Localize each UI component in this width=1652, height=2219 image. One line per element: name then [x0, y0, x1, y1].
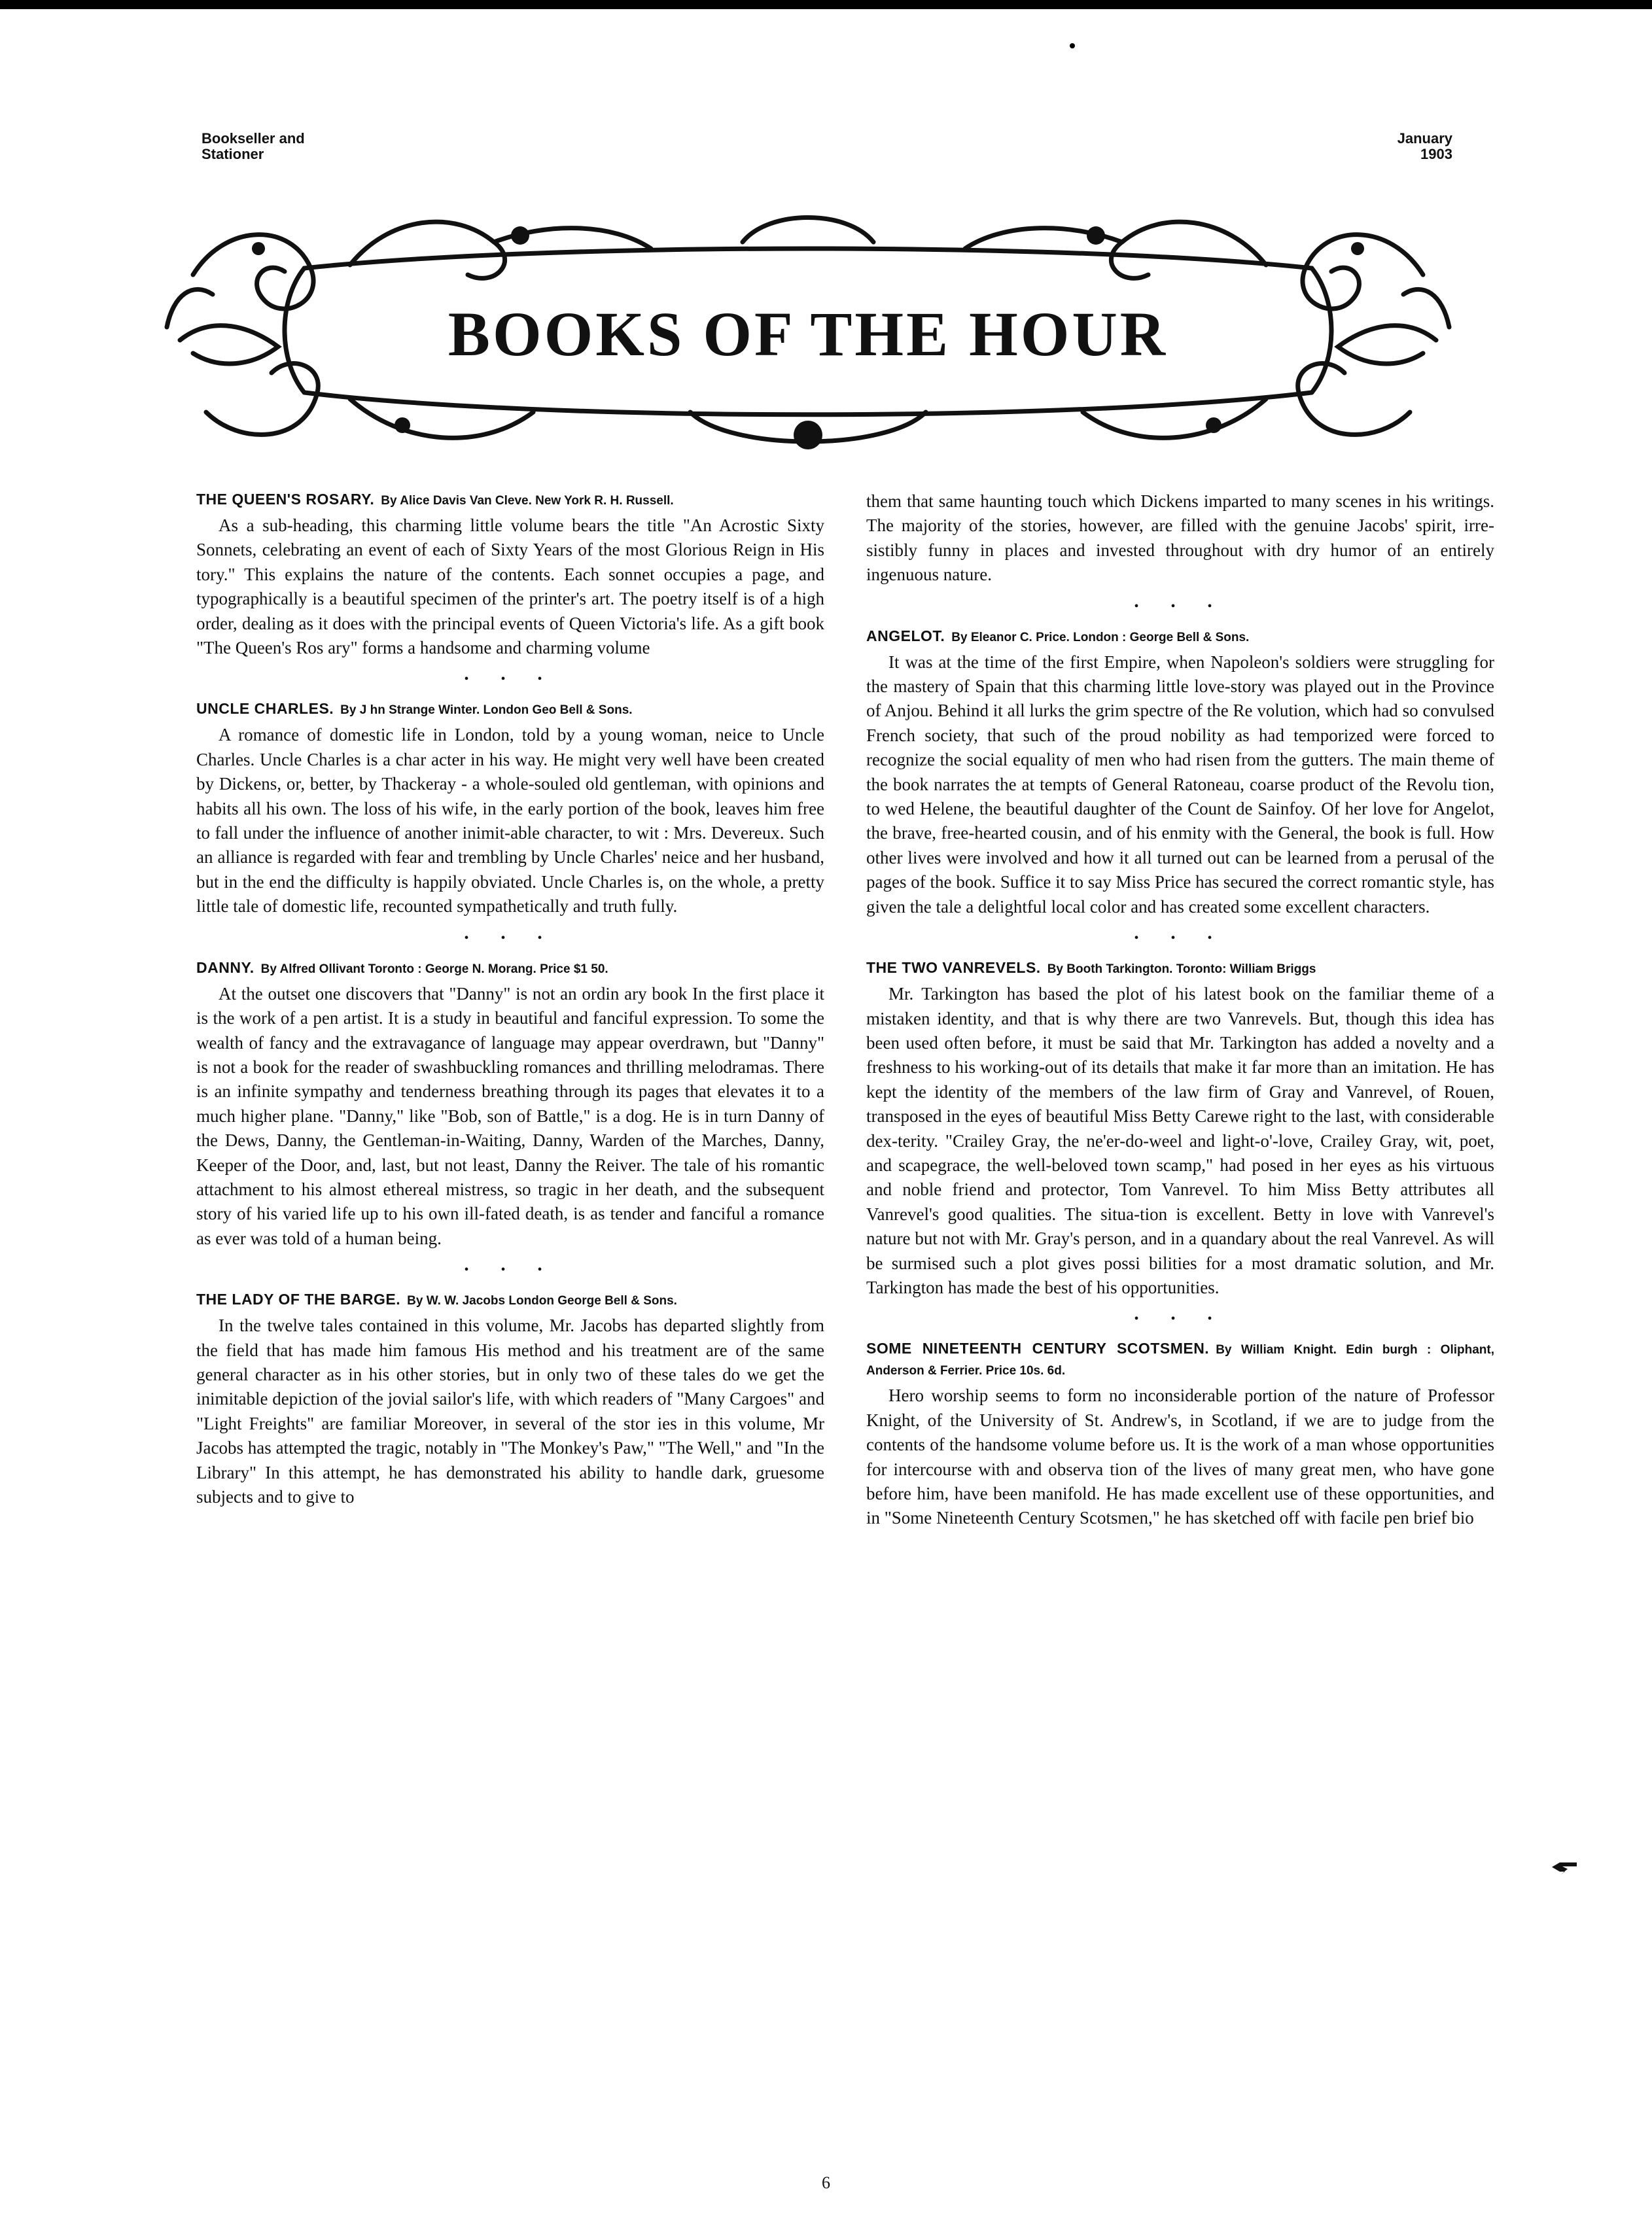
ornamental-banner — [154, 196, 1462, 471]
section-divider: • • • — [1134, 1312, 1227, 1327]
review-text: As a sub-heading, this charming little volume bears the title "An Acrostic Sixty Sonnets, celebrating an event of each of Sixty Years of the most Glorious Reign in His tory." This explains the nature of the contents. Each sonnet occupies a page, and typographically is a beautiful specimen of the printer's art. The poetry itself is of a high order, dealing as it does with the principal events of Queen Victoria's life. As a gift book "The Queen's Ros ary" forms a handsome and charming volume — [196, 515, 824, 658]
masthead-right — [1397, 131, 1452, 162]
book-title: THE TWO VANREVELS. — [866, 959, 1041, 977]
review-text: Mr. Tarkington has based the plot of his latest book on the familiar theme of a mistaken identity, and that is why there are two Vanrevels. But, though this idea has been used often before, it must be said that Mr. Tarkington has added a novelty and a freshness to his working-out of its details that make it far more than an imitation. He has kept the identity of the members of the law firm of Gray and Vanrevel, of Rouen, transposed in the eyes of beautiful Miss Betty Carewe right to the last, with considerable dex-terity. "Crailey Gray, the ne'er-do-weel and light-o'-love, Crailey Gray, wit, poet, and scapegrace, the well-beloved town scamp," had posed in her eyes as his virtuous and noble friend and protector, Tom Vanrevel. To him Miss Betty attributes all Vanrevel's good qualities. The situa-tion is excellent. Betty in love with Vanrevel's nature but not with Mr. Gray's person, and in a quandary about the real Vanrevel. As will be surmised such a plot gives possi bilities for a most dramatic solution, and Mr. Tarkington has made the best of his opportunities. — [866, 984, 1494, 1297]
review-heading — [866, 1338, 1494, 1381]
review-text: It was at the time of the first Empire, when Napoleon's soldiers were struggling for the mastery of Spain that this charming little love-story was played out in the Province of Anjou. Behind it all lurks the grim spectre of the Re volution, which had so convulsed French society, that such of the proud nobility as had temporized were forced to recognize the social equality of men who had risen from the gutters. The main theme of the book narrates the at tempts of General Ratoneau, coarse product of the Revolu tion, to wed Helene, the beautiful daughter of the Count de Sainfoy. Of her love for Angelot, the brave, free-hearted cousin, and of his enmity with the General, the book is full. How other lives were involved and how it all turned out can be learned from a perusal of the pages of the book. Suffice it to say Miss Price has secured the correct romantic style, has given the tale a delightful local color and has created some excellent characters. — [866, 652, 1494, 917]
print-speck — [1070, 43, 1075, 48]
review-scotsmen — [866, 1338, 1494, 1530]
right-column — [866, 489, 1494, 1543]
left-column — [196, 489, 824, 1521]
book-title: THE QUEEN'S ROSARY. — [196, 491, 375, 508]
section-divider: • • • — [464, 672, 557, 687]
book-byline: By J hn Strange Winter. London Geo Bell & Sons. — [340, 703, 633, 718]
masthead-left — [202, 131, 305, 162]
page-number: 6 — [822, 2173, 830, 2192]
book-byline: By Alfred Ollivant Toronto : George N. Morang. Price $1 50. — [260, 962, 608, 976]
review-heading — [196, 958, 824, 979]
section-divider: • • • — [1134, 931, 1227, 946]
section-divider: • • • — [464, 1263, 557, 1278]
book-title: THE LADY OF THE BARGE. — [196, 1291, 401, 1308]
section-divider: • • • — [464, 930, 557, 945]
review-text-continuation: them that same haunting touch which Dickens imparted to many scenes in his writings. The majority of the stories, however, are filled with the genuine Jacobs' spirit, irre-sistibly funny in places and invested throughout with dry humor of an entirely ingenuous nature. — [866, 491, 1494, 585]
review-heading — [196, 489, 824, 511]
issue-month: January — [1397, 130, 1452, 147]
review-uncle-charles — [196, 699, 824, 918]
book-byline: By Alice Davis Van Cleve. New York R. H. Russell. — [381, 494, 674, 508]
review-queens-rosary — [196, 489, 824, 660]
book-title: UNCLE CHARLES. — [196, 700, 334, 718]
review-text: Hero worship seems to form no inconsiderable portion of the nature of Professor Knight, of the University of St. Andrew's, in Scotland, if we are to judge from the contents of the handsome volume before us. It is the work of a man whose opportunities for intercourse with and observa tion of the lives of many great men, who have gone before him, have been manifold. He has made excellent use of these opportunities, and in "Some Nineteenth Century Scotsmen," he has sketched off with facile pen brief bio — [866, 1386, 1494, 1528]
top-border-rule — [0, 0, 1652, 9]
review-text: In the twelve tales contained in this volume, Mr. Jacobs has departed slightly from the field that has made him famous His method and his treatment are of the same general character as in his other stories, but in only two of these tales do we get the inimitable depiction of the jovial sailor's life, with which readers of "Many Cargoes" and "Light Freights" are familiar Moreover, in several of the stor ies in this volume, Mr Jacobs has attempted the tragic, notably in "The Monkey's Paw," "The Well," and "In the Library" In this attempt, he has demonstrated his ability to handle dark, gruesome subjects and to give to — [196, 1316, 824, 1507]
review-lady-of-the-barge-continued — [866, 489, 1494, 587]
publication-name-line1: Bookseller and — [202, 130, 305, 147]
review-heading — [196, 1289, 824, 1311]
review-angelot — [866, 626, 1494, 919]
book-title: ANGELOT. — [866, 627, 945, 644]
review-heading — [866, 958, 1494, 979]
issue-year: 1903 — [1420, 146, 1452, 162]
book-byline: By William Knight. Edin burgh : Oliphant, Anderson & Ferrier. Price 10s. 6d. — [866, 1343, 1494, 1378]
review-lady-of-the-barge — [196, 1289, 824, 1509]
book-byline: By Eleanor C. Price. London : George Bell & Sons. — [951, 630, 1250, 644]
book-title: DANNY. — [196, 958, 255, 976]
book-title: SOME NINETEENTH CENTURY SCOTSMEN. — [866, 1340, 1210, 1357]
review-heading — [866, 626, 1494, 648]
review-text: At the outset one discovers that "Danny" is not an ordin ary book In the first place it is the work of a pen artist. It is a study in beautiful and fanciful expression. To some the wealth of fancy and the extravagance of language may appear overdrawn, but "Danny" is not a book for the reader of swashbuckling romances and thrilling melodramas. There is an infinite sympathy and tenderness breathing through its pages that elevates it to a much higher plane. "Danny," like "Bob, son of Battle," is a dog. He is in turn Danny of the Dews, Danny, the Gentleman-in-Waiting, Danny, Warden of the Marches, Danny, Keeper of the Door, and, last, but not least, Danny the Reiver. The tale of his romantic attachment to his almost ethereal mistress, so tragic in her death, and the subsequent story of his varied life up to his own ill-fated death, is as tender and fanciful a romance as ever was told of a human being. — [196, 983, 824, 1248]
section-title: BOOKS OF THE HOUR — [448, 299, 1169, 369]
publication-name-line2: Stationer — [202, 146, 264, 162]
review-two-vanrevels — [866, 958, 1494, 1300]
book-byline: By W. W. Jacobs London George Bell & Sons. — [407, 1294, 677, 1308]
review-text: A romance of domestic life in London, told by a young woman, neice to Uncle Charles. Uncle Charles is a char acter in his way. He might very well have been created by Dickens, or, better, by Thackeray - a whole-souled old gentleman, with opinions and habits all his own. The loss of his wife, in the early portion of the book, leaves him free to fall under the influence of another inimit-able character, to wit : Mrs. Devereux. Such an alliance is regarded with fear and trembling by Uncle Charles' neice and her husband, but in the end the difficulty is happily obviated. Uncle Charles is, on the whole, a pretty little tale of domestic life, recounted sympathetically and truth fully. — [196, 725, 824, 917]
pointer-mark-icon — [1552, 1860, 1577, 1874]
book-byline: By Booth Tarkington. Toronto: William Briggs — [1047, 962, 1316, 977]
section-divider: • • • — [1134, 599, 1227, 614]
review-danny — [196, 958, 824, 1251]
review-heading — [196, 699, 824, 720]
